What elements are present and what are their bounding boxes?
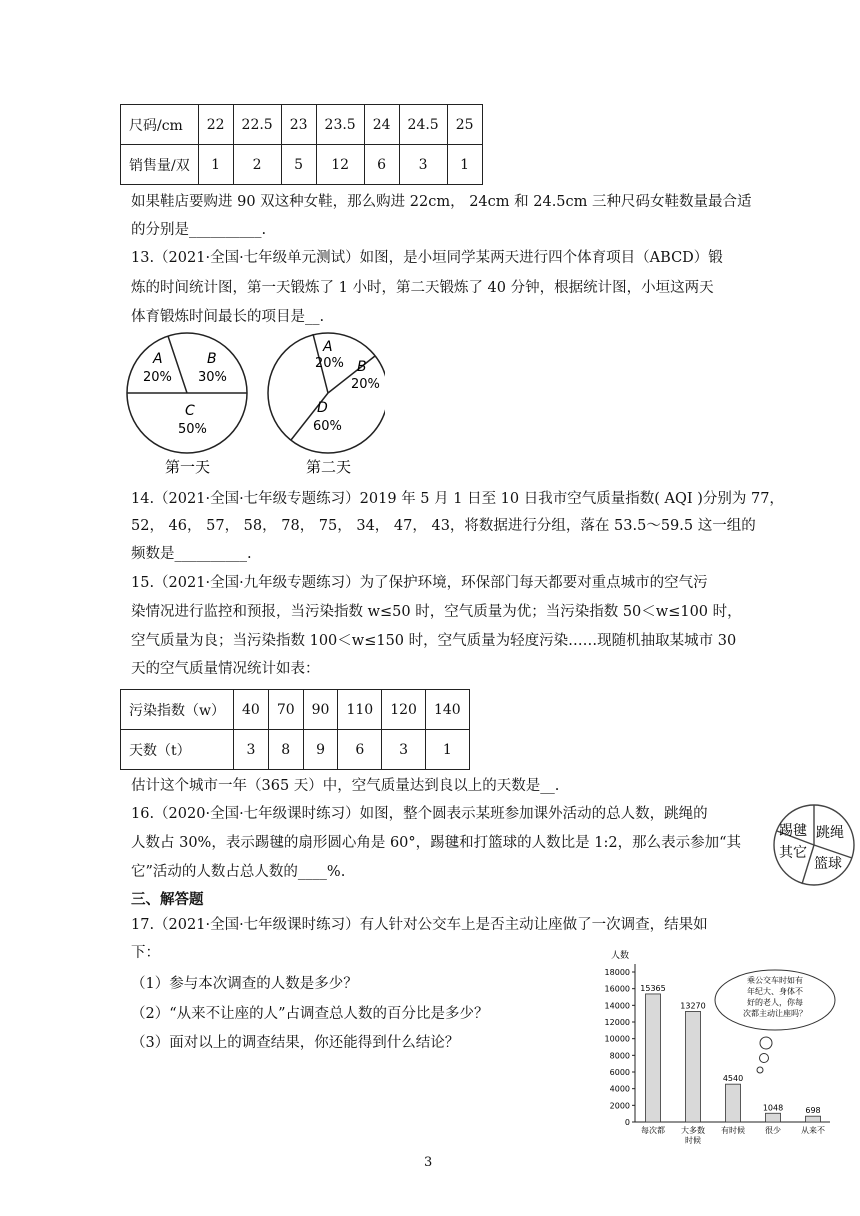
table2-cell: 3: [382, 730, 426, 770]
table1-cell: 23.5: [316, 105, 364, 145]
y-tick-label: 0: [624, 1118, 630, 1127]
table1-cell: 12: [316, 145, 364, 185]
table2-cell: 40: [233, 690, 268, 730]
bubble-dot: [760, 1037, 772, 1049]
pie1-pct-a: 20%: [143, 370, 172, 385]
bar: [726, 1084, 741, 1122]
bar: [766, 1113, 781, 1122]
q17-text-2: 下：: [131, 945, 160, 961]
bubble-dot: [757, 1067, 763, 1073]
table1-cell: 5: [281, 145, 316, 185]
table1-cell: 24.5: [399, 105, 447, 145]
q17-sub-1: （1）参与本次调查的人数是多少？: [131, 976, 358, 992]
q17-sub-2: （2）“从来不让座的人”占调查总人数的百分比是多少？: [131, 1006, 489, 1022]
pie1-label-a: A: [153, 351, 163, 367]
pie3-label-tijian: 踢毽: [779, 823, 807, 839]
pie2-pct-b: 20%: [351, 377, 380, 392]
q15-text-3: 空气质量为良；当污染指数 100＜w≤150 时，空气质量为轻度污染……现随机抽取某城市 30: [131, 633, 737, 649]
bar-value-label: 13270: [680, 1001, 706, 1011]
table1-cell: 6: [364, 145, 399, 185]
table1-cell: 2: [233, 145, 281, 185]
bar: [646, 994, 661, 1122]
pie-chart-activities: [772, 803, 858, 889]
q16-text-1: 16.（2020·全国·七年级课时练习）如图，整个圆表示某班参加课外活动的总人数，跳绳的: [131, 806, 708, 822]
y-tick-label: 14000: [604, 1001, 630, 1011]
y-tick-label: 18000: [604, 968, 630, 977]
q14-text-2: 52， 46， 57， 58， 78， 75， 34， 47， 43，将数据进行分组，落在 53.5～59.5 这一组的: [131, 518, 756, 534]
pie1-label-b: B: [207, 351, 217, 367]
bubble-text: 好的老人，你每: [747, 998, 803, 1007]
q14-text-3: 频数是__________.: [131, 546, 252, 562]
table1-cell: 23: [281, 105, 316, 145]
table2-cell: 120: [382, 690, 426, 730]
table1-cell: 1: [447, 145, 482, 185]
bubble-text: 年纪大、身体不: [747, 987, 803, 996]
pie1-pct-c: 50%: [178, 422, 207, 437]
pie-day1: [127, 333, 247, 476]
shoe-size-table: [120, 104, 483, 185]
bubble-text: 乘公交车时如有: [747, 976, 803, 985]
q17-sub-3: （3）面对以上的调查结果，你还能得到什么结论？: [131, 1035, 460, 1051]
table1-row: [121, 105, 483, 145]
section-heading: 三、解答题: [131, 892, 204, 908]
q12-text-2: 的分别是__________.: [131, 222, 267, 238]
q13-text-2: 炼的时间统计图，第一天锻炼了 1 小时，第二天锻炼了 40 分钟，根据统计图，小垣这两天: [131, 280, 714, 296]
y-tick-label: 8000: [609, 1051, 630, 1061]
pollution-table: [120, 689, 470, 770]
table2-cell: 140: [425, 690, 469, 730]
table2-cell: 1: [425, 730, 469, 770]
bar-value-label: 698: [805, 1106, 821, 1116]
table2-cell: 8: [268, 730, 303, 770]
q13-text-3: 体育锻炼时间最长的项目是__.: [131, 309, 325, 325]
bar: [806, 1116, 821, 1122]
bar-value-label: 1048: [762, 1103, 784, 1113]
table2-cell: 3: [233, 730, 268, 770]
y-tick-label: 12000: [604, 1018, 630, 1027]
pie2-pct-d: 60%: [313, 419, 342, 434]
category-label: 每次都: [641, 1126, 665, 1135]
pie3-label-qita: 其它: [779, 845, 807, 861]
pie2-pct-a: 20%: [315, 356, 344, 371]
category-label: 有时候: [721, 1126, 745, 1135]
pie1-caption: 第一天: [165, 458, 211, 476]
y-tick-label: 2000: [609, 1101, 630, 1111]
page-number: 3: [424, 1155, 433, 1170]
table2-row: [121, 690, 470, 730]
table2-cell: 110: [338, 690, 382, 730]
q16-text-3: 它”活动的人数占总人数的____%.: [131, 864, 346, 880]
table2-cell: 6: [338, 730, 382, 770]
y-tick-label: 10000: [604, 1034, 630, 1044]
table2-cell: 9: [303, 730, 338, 770]
table1-row: [121, 145, 483, 185]
category-label: 时候: [685, 1136, 701, 1145]
pie2-label-b: B: [357, 359, 367, 375]
y-tick-label: 6000: [609, 1068, 630, 1077]
table2-cell: 污染指数（w）: [121, 690, 234, 730]
q15-tail: 估计这个城市一年（365 天）中，空气质量达到良以上的天数是__.: [131, 778, 560, 794]
table2-cell: 90: [303, 690, 338, 730]
category-label: 大多数: [681, 1126, 705, 1135]
pie3-label-tiaosheng: 跳绳: [816, 825, 844, 841]
pie1-label-c: C: [185, 403, 195, 419]
table2-cell: 天数（t）: [121, 730, 234, 770]
y-tick-label: 4000: [609, 1084, 630, 1094]
y-tick-label: 16000: [604, 984, 630, 994]
q17-text-1: 17.（2021·全国·七年级课时练习）有人针对公交车上是否主动让座做了一次调查，结果如: [131, 917, 708, 933]
q14-text-1: 14.（2021·全国·七年级专题练习）2019 年 5 月 1 日至 10 日我市空气质量指数( AQI )分别为 77，: [131, 491, 784, 507]
bubble-text: 次都主动让座吗？: [743, 1009, 807, 1018]
q16-text-2: 人数占 30%，表示踢毽的扇形圆心角是 60°，踢毽和打篮球的人数比是 1:2，那么表示参加“其: [131, 835, 742, 851]
table1-cell: 25: [447, 105, 482, 145]
table1-cell: 22.5: [233, 105, 281, 145]
table1-cell: 尺码/cm: [121, 105, 199, 145]
table1-cell: 1: [198, 145, 233, 185]
pie2-label-a: A: [323, 339, 333, 355]
bubble-dot: [760, 1054, 769, 1063]
table1-cell: 3: [399, 145, 447, 185]
table1-cell: 22: [198, 105, 233, 145]
pie3-label-lanqiu: 篮球: [814, 856, 842, 872]
bar-value-label: 15365: [640, 983, 666, 993]
table2-row: [121, 730, 470, 770]
category-label: 从来不: [801, 1126, 825, 1135]
pie1-pct-b: 30%: [198, 370, 227, 385]
q15-text-1: 15.（2021·全国·九年级专题练习）为了保护环境，环保部门每天都要对重点城市的空气污: [131, 575, 708, 591]
q13-text-1: 13.（2021·全国·七年级单元测试）如图，是小垣同学某两天进行四个体育项目（ABCD）锻: [131, 250, 723, 266]
pie2-caption: 第二天: [306, 458, 352, 476]
q12-text-1: 如果鞋店要购进 90 双这种女鞋，那么购进 22cm， 24cm 和 24.5cm 三种尺码女鞋数量最合适: [131, 194, 752, 210]
bar-value-label: 4540: [722, 1074, 744, 1084]
q15-text-4: 天的空气质量情况统计如表：: [131, 661, 320, 677]
y-axis-label: 人数: [611, 951, 630, 961]
pie-day2: [268, 333, 385, 476]
bar-chart-seat-survey: [590, 950, 840, 1145]
table2-cell: 70: [268, 690, 303, 730]
table1-cell: 销售量/双: [121, 145, 199, 185]
category-label: 很少: [765, 1126, 781, 1135]
pie2-label-d: D: [317, 400, 328, 416]
bar: [686, 1011, 701, 1122]
q15-text-2: 染情况进行监控和预报，当污染指数 w≤50 时，空气质量为优；当污染指数 50＜w≤100 时，: [131, 604, 742, 620]
table1-cell: 24: [364, 105, 399, 145]
pie-charts-q13: [125, 330, 385, 480]
